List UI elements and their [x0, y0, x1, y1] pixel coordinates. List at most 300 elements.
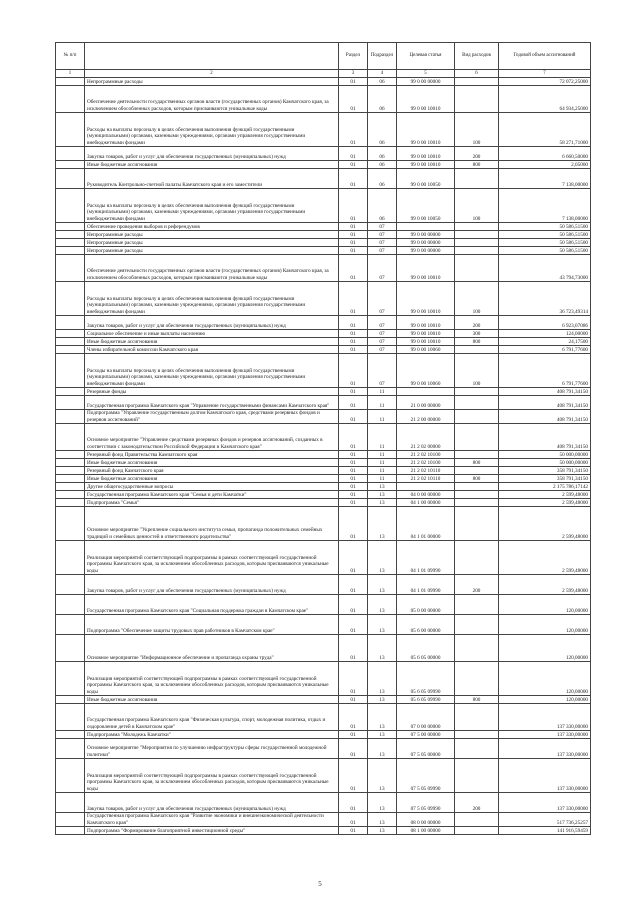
- header-razdel: Раздел: [339, 43, 368, 70]
- row-podrazdel-cell: 13: [368, 541, 397, 575]
- row-razdel-cell: 01: [339, 239, 368, 247]
- row-csr-cell: 99 0 00 10010: [397, 282, 455, 316]
- row-index-cell: [56, 696, 85, 704]
- row-csr-cell: 08 0 00 00000: [397, 813, 455, 827]
- row-csr-cell: 07 5 05 00000: [397, 739, 455, 759]
- row-razdel-cell: 01: [339, 541, 368, 575]
- row-csr-cell: 99 0 00 10010: [397, 86, 455, 113]
- row-podrazdel-cell: 13: [368, 575, 397, 595]
- table-row: [56, 424, 591, 451]
- table-row: [56, 615, 591, 635]
- row-name-cell: Подпрограмма "Управление государственным долгом Камчатского края, средствами резервных фондов и резервов ассигнований": [85, 410, 339, 424]
- table-row: [56, 475, 591, 483]
- row-sum-cell: 358 791,34150: [499, 467, 591, 475]
- row-name-cell: Резервный фонд Камчатского края: [85, 467, 339, 475]
- row-sum-cell: 64 934,25000: [499, 86, 591, 113]
- row-podrazdel-cell: 13: [368, 499, 397, 507]
- row-name-cell: Иные бюджетные ассигнования: [85, 161, 339, 169]
- table-row: [56, 499, 591, 507]
- row-sum-cell: 50 586,51500: [499, 247, 591, 255]
- row-razdel-cell: 01: [339, 459, 368, 467]
- table-row: [56, 388, 591, 396]
- row-podrazdel-cell: 13: [368, 759, 397, 793]
- row-vr-cell: [455, 739, 499, 759]
- table-row: [56, 396, 591, 410]
- row-podrazdel-cell: 13: [368, 662, 397, 696]
- row-razdel-cell: 01: [339, 330, 368, 338]
- row-index-cell: [56, 169, 85, 189]
- row-name-cell: Резервные фонды: [85, 388, 339, 396]
- row-podrazdel-cell: 07: [368, 354, 397, 388]
- row-razdel-cell: 01: [339, 169, 368, 189]
- row-index-cell: [56, 451, 85, 459]
- row-vr-cell: [455, 169, 499, 189]
- row-razdel-cell: 01: [339, 354, 368, 388]
- row-vr-cell: [455, 247, 499, 255]
- row-name-cell: Обеспечение проведения выборов и референдумов: [85, 223, 339, 231]
- row-sum-cell: 58 271,71000: [499, 113, 591, 147]
- row-podrazdel-cell: 13: [368, 813, 397, 827]
- row-razdel-cell: 01: [339, 739, 368, 759]
- row-razdel-cell: 01: [339, 759, 368, 793]
- row-podrazdel-cell: 07: [368, 346, 397, 354]
- row-vr-cell: [455, 541, 499, 575]
- row-podrazdel-cell: 07: [368, 330, 397, 338]
- row-name-cell: Государственная программа Камчатского края "Управление государственными финансами Камчатского края": [85, 396, 339, 410]
- row-vr-cell: 800: [455, 161, 499, 169]
- row-name-cell: Обеспечение деятельности государственных органов власти (государственных органов) Камчатского края, за исключением обособленных расходов, которым присваиваются уникальные коды: [85, 255, 339, 282]
- column-number: 5: [397, 70, 455, 78]
- row-vr-cell: [455, 424, 499, 451]
- row-razdel-cell: 01: [339, 346, 368, 354]
- row-podrazdel-cell: 07: [368, 223, 397, 231]
- column-number: 6: [455, 70, 499, 78]
- row-vr-cell: [455, 731, 499, 739]
- row-name-cell: Основное мероприятие "Укрепление социального института семьи, пропаганда положительных семейных традиций и семейных ценностей в ответственного родительства": [85, 507, 339, 541]
- table-row: [56, 793, 591, 813]
- row-name-cell: Социальное обеспечение и иные выплаты населению: [85, 330, 339, 338]
- row-index-cell: [56, 424, 85, 451]
- row-vr-cell: [455, 704, 499, 731]
- row-razdel-cell: 01: [339, 231, 368, 239]
- row-name-cell: Государственная программа Камчатского края "Семья и дети Камчатки": [85, 491, 339, 499]
- row-csr-cell: 07 0 00 00000: [397, 704, 455, 731]
- row-podrazdel-cell: 13: [368, 483, 397, 491]
- row-razdel-cell: 01: [339, 396, 368, 410]
- row-csr-cell: 99 0 00 10010: [397, 338, 455, 346]
- column-number: 2: [85, 70, 339, 78]
- table-row: [56, 78, 591, 86]
- row-index-cell: [56, 793, 85, 813]
- row-vr-cell: [455, 635, 499, 662]
- row-csr-cell: 99 0 00 10060: [397, 354, 455, 388]
- table-row: [56, 507, 591, 541]
- table-row: [56, 662, 591, 696]
- row-csr-cell: 07 5 05 09990: [397, 759, 455, 793]
- row-name-cell: Реализация мероприятий соответствующей подпрограммы в рамках соответствующей государственной программы Камчатского края, за исключением обособленных расходов, которым присваиваются уникальные коды: [85, 662, 339, 696]
- row-razdel-cell: 01: [339, 424, 368, 451]
- row-vr-cell: [455, 813, 499, 827]
- row-vr-cell: 800: [455, 459, 499, 467]
- row-podrazdel-cell: 06: [368, 169, 397, 189]
- row-razdel-cell: 01: [339, 338, 368, 346]
- row-name-cell: Иные бюджетные ассигнования: [85, 338, 339, 346]
- row-razdel-cell: 01: [339, 499, 368, 507]
- row-index-cell: [56, 467, 85, 475]
- header-csr: Целевая статья: [397, 43, 455, 70]
- row-podrazdel-cell: 11: [368, 424, 397, 451]
- row-razdel-cell: 01: [339, 595, 368, 615]
- row-index-cell: [56, 189, 85, 223]
- row-name-cell: Реализация мероприятий соответствующей подпрограммы в рамках соответствующей государственной программы Камчатского края, за исключением обособленных расходов, которым присваиваются уникальные коды: [85, 759, 339, 793]
- row-name-cell: Расходы на выплаты персоналу в целях обеспечения выполнения функций государственными (муниципальными) органами, казенными учреждениями, органами управления государственными внебюджетными фондами: [85, 354, 339, 388]
- row-podrazdel-cell: 06: [368, 113, 397, 147]
- row-podrazdel-cell: 07: [368, 338, 397, 346]
- row-podrazdel-cell: 13: [368, 827, 397, 835]
- row-sum-cell: 2 599,48000: [499, 575, 591, 595]
- row-name-cell: Другие общегосударственные вопросы: [85, 483, 339, 491]
- row-podrazdel-cell: 11: [368, 475, 397, 483]
- row-csr-cell: 21 2 02 00000: [397, 424, 455, 451]
- row-csr-cell: 99 0 00 00000: [397, 231, 455, 239]
- table-row: [56, 467, 591, 475]
- row-podrazdel-cell: 11: [368, 396, 397, 410]
- row-podrazdel-cell: 13: [368, 739, 397, 759]
- row-index-cell: [56, 247, 85, 255]
- row-index-cell: [56, 827, 85, 835]
- table-row: [56, 161, 591, 169]
- table-row: [56, 491, 591, 499]
- table-row: [56, 330, 591, 338]
- row-razdel-cell: 01: [339, 255, 368, 282]
- row-index-cell: [56, 739, 85, 759]
- page-number: 5: [318, 880, 322, 888]
- row-razdel-cell: 01: [339, 467, 368, 475]
- row-index-cell: [56, 813, 85, 827]
- row-csr-cell: 21 2 00 00000: [397, 410, 455, 424]
- table-row: [56, 483, 591, 491]
- table-row: [56, 247, 591, 255]
- row-csr-cell: 21 2 02 10110: [397, 475, 455, 483]
- row-name-cell: Основное мероприятие "Мероприятия по улучшению инфраструктуры сферы государственной молодежной политики": [85, 739, 339, 759]
- column-numbering-row: [56, 70, 591, 78]
- row-csr-cell: 21 0 00 00000: [397, 396, 455, 410]
- row-vr-cell: 200: [455, 575, 499, 595]
- row-razdel-cell: 01: [339, 189, 368, 223]
- row-name-cell: Подпрограмма "Молодежь Камчатки": [85, 731, 339, 739]
- row-vr-cell: [455, 231, 499, 239]
- row-index-cell: [56, 704, 85, 731]
- row-podrazdel-cell: 13: [368, 793, 397, 813]
- row-csr-cell: 04 1 01 00000: [397, 507, 455, 541]
- row-name-cell: Закупка товаров, работ и услуг для обеспечения государственных (муниципальных) нужд: [85, 575, 339, 595]
- row-index-cell: [56, 255, 85, 282]
- row-sum-cell: 6 660,50000: [499, 147, 591, 161]
- row-name-cell: Иные бюджетные ассигнования: [85, 696, 339, 704]
- row-index-cell: [56, 459, 85, 467]
- row-vr-cell: [455, 346, 499, 354]
- row-vr-cell: [455, 491, 499, 499]
- table-row: [56, 827, 591, 835]
- table-row: [56, 451, 591, 459]
- row-index-cell: [56, 282, 85, 316]
- row-vr-cell: [455, 499, 499, 507]
- row-sum-cell: 120,00000: [499, 662, 591, 696]
- row-index-cell: [56, 239, 85, 247]
- row-index-cell: [56, 499, 85, 507]
- row-razdel-cell: 01: [339, 491, 368, 499]
- row-csr-cell: [397, 483, 455, 491]
- row-vr-cell: 200: [455, 316, 499, 330]
- column-number: 1: [56, 70, 85, 78]
- table-row: [56, 813, 591, 827]
- row-name-cell: Основное мероприятие "Информационное обеспечение и пропаганда охраны труда": [85, 635, 339, 662]
- row-index-cell: [56, 354, 85, 388]
- row-name-cell: Подпрограмма "Семья": [85, 499, 339, 507]
- row-vr-cell: [455, 78, 499, 86]
- table-header-row: [56, 43, 591, 70]
- table-row: [56, 541, 591, 575]
- row-sum-cell: 2 599,48000: [499, 499, 591, 507]
- row-vr-cell: 100: [455, 282, 499, 316]
- row-podrazdel-cell: 13: [368, 731, 397, 739]
- row-sum-cell: 6 923,07086: [499, 316, 591, 330]
- row-razdel-cell: 01: [339, 247, 368, 255]
- row-vr-cell: [455, 410, 499, 424]
- row-csr-cell: 99 0 00 10050: [397, 189, 455, 223]
- row-index-cell: [56, 346, 85, 354]
- row-name-cell: Расходы на выплаты персоналу в целях обеспечения выполнения функций государственными (муниципальными) органами, казенными учреждениями, органами управления государственными внебюджетными фондами: [85, 189, 339, 223]
- row-csr-cell: 99 0 00 10010: [397, 161, 455, 169]
- row-csr-cell: 07 5 00 00000: [397, 731, 455, 739]
- row-name-cell: Непрограммные расходы: [85, 247, 339, 255]
- row-razdel-cell: 01: [339, 483, 368, 491]
- row-csr-cell: 21 2 02 10100: [397, 451, 455, 459]
- row-csr-cell: 04 1 00 00000: [397, 499, 455, 507]
- row-csr-cell: 99 0 00 00000: [397, 239, 455, 247]
- row-razdel-cell: 01: [339, 223, 368, 231]
- row-sum-cell: 120,00000: [499, 635, 591, 662]
- row-razdel-cell: 01: [339, 635, 368, 662]
- table-row: [56, 595, 591, 615]
- table-row: [56, 189, 591, 223]
- row-name-cell: Непрограммные расходы: [85, 231, 339, 239]
- row-csr-cell: 99 0 00 10050: [397, 169, 455, 189]
- header-podrazdel: Подраздел: [368, 43, 397, 70]
- budget-allocation-table: [55, 42, 591, 835]
- row-vr-cell: 100: [455, 113, 499, 147]
- row-index-cell: [56, 113, 85, 147]
- row-index-cell: [56, 223, 85, 231]
- row-razdel-cell: 01: [339, 147, 368, 161]
- row-sum-cell: 120,00000: [499, 595, 591, 615]
- row-index-cell: [56, 410, 85, 424]
- row-razdel-cell: 01: [339, 161, 368, 169]
- table-row: [56, 410, 591, 424]
- row-csr-cell: 99 0 00 10010: [397, 330, 455, 338]
- row-sum-cell: 6 791,77600: [499, 346, 591, 354]
- header-name: [85, 43, 339, 70]
- row-csr-cell: 99 0 00 00000: [397, 247, 455, 255]
- row-razdel-cell: 01: [339, 615, 368, 635]
- row-index-cell: [56, 86, 85, 113]
- row-name-cell: Расходы на выплаты персоналу в целях обеспечения выполнения функций государственными (муниципальными) органами, казенными учреждениями, органами управления государственными внебюджетными фондами: [85, 113, 339, 147]
- row-sum-cell: 7 138,00000: [499, 169, 591, 189]
- row-csr-cell: 99 0 00 00000: [397, 78, 455, 86]
- row-podrazdel-cell: 11: [368, 459, 397, 467]
- table-row: [56, 86, 591, 113]
- table-row: [56, 223, 591, 231]
- row-podrazdel-cell: 07: [368, 316, 397, 330]
- row-sum-cell: 137 330,00000: [499, 793, 591, 813]
- row-podrazdel-cell: 07: [368, 231, 397, 239]
- row-csr-cell: [397, 388, 455, 396]
- row-razdel-cell: 01: [339, 827, 368, 835]
- row-vr-cell: [455, 483, 499, 491]
- table-row: [56, 696, 591, 704]
- row-index-cell: [56, 595, 85, 615]
- row-sum-cell: 137 330,00000: [499, 731, 591, 739]
- row-name-cell: Закупка товаров, работ и услуг для обеспечения государственных (муниципальных) нужд: [85, 316, 339, 330]
- row-vr-cell: [455, 239, 499, 247]
- row-sum-cell: 2 599,48000: [499, 491, 591, 499]
- row-csr-cell: 99 0 00 10010: [397, 255, 455, 282]
- row-index-cell: [56, 662, 85, 696]
- row-name-cell: Члены избирательной комиссии Камчатского края: [85, 346, 339, 354]
- row-csr-cell: 21 2 02 10110: [397, 467, 455, 475]
- row-vr-cell: [455, 662, 499, 696]
- table-row: [56, 704, 591, 731]
- row-csr-cell: 05 6 05 00000: [397, 635, 455, 662]
- row-razdel-cell: 01: [339, 813, 368, 827]
- row-name-cell: Закупка товаров, работ и услуг для обеспечения государственных (муниципальных) нужд: [85, 793, 339, 813]
- row-podrazdel-cell: 11: [368, 388, 397, 396]
- row-sum-cell: 137 330,00000: [499, 704, 591, 731]
- row-sum-cell: 124,00000: [499, 330, 591, 338]
- row-vr-cell: 300: [455, 330, 499, 338]
- row-csr-cell: 05 0 00 00000: [397, 595, 455, 615]
- row-sum-cell: 50 000,00000: [499, 451, 591, 459]
- row-vr-cell: [455, 451, 499, 459]
- row-podrazdel-cell: 06: [368, 86, 397, 113]
- table-row: [56, 575, 591, 595]
- row-sum-cell: 137 330,00000: [499, 759, 591, 793]
- row-index-cell: [56, 388, 85, 396]
- header-vr: Вид расходов: [455, 43, 499, 70]
- table-row: [56, 169, 591, 189]
- row-sum-cell: 7 138,00000: [499, 189, 591, 223]
- row-name-cell: Резервный фонд Правительства Камчатского края: [85, 451, 339, 459]
- row-sum-cell: 141 916,59459: [499, 827, 591, 835]
- row-sum-cell: 408 791,34150: [499, 396, 591, 410]
- row-vr-cell: 200: [455, 793, 499, 813]
- row-podrazdel-cell: 13: [368, 635, 397, 662]
- row-index-cell: [56, 491, 85, 499]
- row-csr-cell: 05 6 05 09990: [397, 662, 455, 696]
- row-name-cell: Реализация мероприятий соответствующей подпрограммы в рамках соответствующей государственной программы Камчатского края, за исключением обособленных расходов, которым присваиваются уникальные коды: [85, 541, 339, 575]
- row-name-cell: Основное мероприятие "Управление средствами резервных фондов и резервов ассигнований, созданных в соответствии с законодательством Российской Федерации и Камчатского края": [85, 424, 339, 451]
- row-sum-cell: 137 330,00000: [499, 739, 591, 759]
- row-vr-cell: 100: [455, 354, 499, 388]
- row-razdel-cell: 01: [339, 793, 368, 813]
- row-podrazdel-cell: 13: [368, 491, 397, 499]
- row-csr-cell: 05 6 00 00000: [397, 615, 455, 635]
- table-row: [56, 338, 591, 346]
- row-podrazdel-cell: 11: [368, 467, 397, 475]
- row-index-cell: [56, 78, 85, 86]
- row-vr-cell: [455, 615, 499, 635]
- table-row: [56, 231, 591, 239]
- row-index-cell: [56, 575, 85, 595]
- row-sum-cell: 6 791,77600: [499, 354, 591, 388]
- row-razdel-cell: 01: [339, 475, 368, 483]
- row-vr-cell: [455, 396, 499, 410]
- row-csr-cell: 99 0 00 10010: [397, 147, 455, 161]
- row-podrazdel-cell: 11: [368, 410, 397, 424]
- row-csr-cell: 21 2 02 10100: [397, 459, 455, 467]
- row-razdel-cell: 01: [339, 575, 368, 595]
- row-name-cell: Подпрограмма "Формирование благоприятной инвестиционной среды": [85, 827, 339, 835]
- row-razdel-cell: 01: [339, 78, 368, 86]
- row-csr-cell: 99 0 00 10060: [397, 346, 455, 354]
- row-index-cell: [56, 316, 85, 330]
- table-row: [56, 346, 591, 354]
- row-vr-cell: [455, 467, 499, 475]
- row-podrazdel-cell: 13: [368, 595, 397, 615]
- row-razdel-cell: 01: [339, 282, 368, 316]
- row-index-cell: [56, 541, 85, 575]
- row-name-cell: Непрограммные расходы: [85, 78, 339, 86]
- row-name-cell: Иные бюджетные ассигнования: [85, 475, 339, 483]
- row-podrazdel-cell: 07: [368, 247, 397, 255]
- row-sum-cell: 50 586,51500: [499, 223, 591, 231]
- row-name-cell: Руководитель Контрольно-счетной палаты Камчатского края и его заместители: [85, 169, 339, 189]
- row-index-cell: [56, 338, 85, 346]
- row-razdel-cell: 01: [339, 696, 368, 704]
- row-csr-cell: 99 0 00 10010: [397, 316, 455, 330]
- row-csr-cell: [397, 223, 455, 231]
- row-sum-cell: 50 586,51500: [499, 231, 591, 239]
- row-csr-cell: 07 5 05 09990: [397, 793, 455, 813]
- row-sum-cell: 2 599,48000: [499, 541, 591, 575]
- row-sum-cell: 2 175 786,17142: [499, 483, 591, 491]
- row-name-cell: Иные бюджетные ассигнования: [85, 459, 339, 467]
- row-vr-cell: [455, 507, 499, 541]
- row-vr-cell: [455, 388, 499, 396]
- table-body: [56, 78, 591, 835]
- table-row: [56, 255, 591, 282]
- row-vr-cell: [455, 255, 499, 282]
- row-csr-cell: 04 1 01 09990: [397, 575, 455, 595]
- row-index-cell: [56, 231, 85, 239]
- row-sum-cell: 517 736,25257: [499, 813, 591, 827]
- row-csr-cell: 04 0 00 00000: [397, 491, 455, 499]
- row-name-cell: Обеспечение деятельности государственных органов власти (государственных органов) Камчатского края, за исключением обособленных расходов, которым присваиваются уникальные коды: [85, 86, 339, 113]
- row-podrazdel-cell: 06: [368, 189, 397, 223]
- row-vr-cell: 800: [455, 696, 499, 704]
- row-sum-cell: 36 723,49314: [499, 282, 591, 316]
- table-row: [56, 282, 591, 316]
- row-podrazdel-cell: 06: [368, 161, 397, 169]
- row-podrazdel-cell: 11: [368, 451, 397, 459]
- row-index-cell: [56, 396, 85, 410]
- row-podrazdel-cell: 07: [368, 239, 397, 247]
- table-row: [56, 459, 591, 467]
- row-index-cell: [56, 731, 85, 739]
- row-vr-cell: [455, 86, 499, 113]
- row-index-cell: [56, 475, 85, 483]
- column-number: 4: [368, 70, 397, 78]
